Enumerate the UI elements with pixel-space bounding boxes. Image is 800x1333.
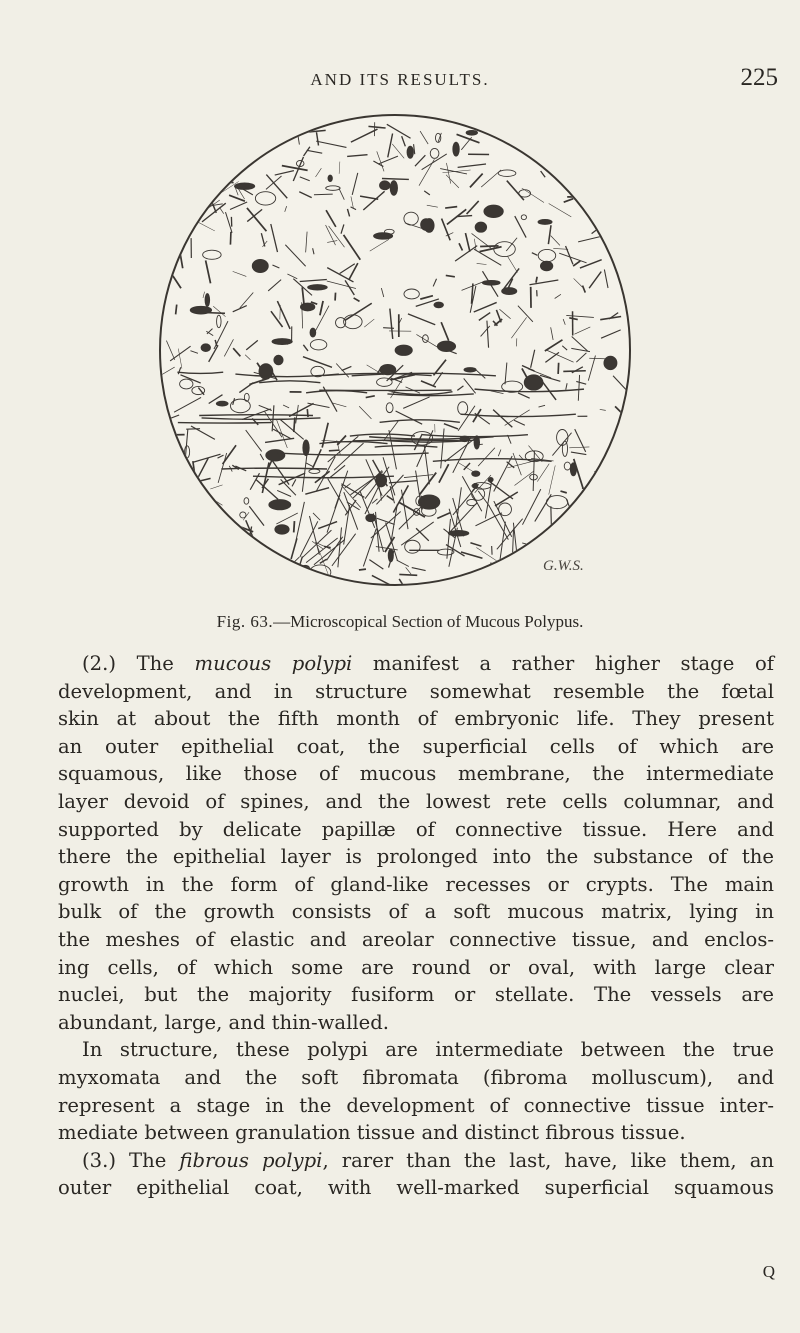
cell-body <box>390 181 397 196</box>
cell-body <box>272 339 292 345</box>
caption-text: —Microscopical Section of Mucous Polypus. <box>273 612 584 631</box>
hatch-stroke <box>566 136 593 152</box>
paragraph-number: (2.) The <box>82 652 195 675</box>
paragraph-structure <box>58 1036 774 1146</box>
text-line: In structure, these polypi are intermediate between the true <box>82 1038 774 1062</box>
paragraph-number: (3.) The <box>82 1148 180 1172</box>
figure-caption <box>0 612 800 632</box>
cell-body <box>484 205 503 217</box>
text-line: development, and in structure somewhat resemble the fœtal <box>58 679 774 703</box>
cell-body <box>310 328 316 337</box>
cell-body <box>540 261 552 271</box>
cell-body <box>205 294 210 307</box>
cell-body <box>502 288 517 295</box>
hatch-stroke <box>490 126 497 132</box>
cell-body <box>612 153 623 161</box>
hatch-stroke <box>233 539 255 549</box>
hatch-stroke <box>511 573 512 599</box>
hatch-stroke <box>203 151 215 159</box>
hatch-stroke <box>290 562 292 572</box>
hatch-stroke <box>314 194 333 195</box>
cell-body <box>388 549 393 562</box>
text-line: outer epithelial coat, with well-marked superficial squamous <box>58 1176 774 1200</box>
hatch-stroke <box>206 566 214 574</box>
hatch-stroke <box>174 197 184 225</box>
hatch-stroke <box>598 487 610 490</box>
text-line: layer devoid of spines, and the lowest rete cells columnar, and <box>58 789 774 813</box>
hatch-stroke <box>527 576 544 582</box>
paragraph-fibrous-polypi <box>58 1147 774 1202</box>
hatch-stroke <box>466 124 477 125</box>
cell-body <box>517 560 531 572</box>
hatch-stroke <box>206 142 212 165</box>
body-text <box>58 650 774 1202</box>
hatch-stroke <box>172 180 182 196</box>
hatch-stroke <box>587 493 597 501</box>
text-line: the meshes of elastic and areolar connective tissue, and enclos- <box>58 927 774 951</box>
hatch-stroke <box>624 127 636 128</box>
cell-body <box>303 440 309 456</box>
hatch-stroke <box>239 533 240 551</box>
text-line: ing cells, of which some are round or oval, with large clear <box>58 955 774 979</box>
hatch-stroke <box>382 178 409 179</box>
hatch-stroke <box>329 450 340 451</box>
hatch-stroke <box>457 216 473 217</box>
hatch-stroke <box>608 168 609 197</box>
hatch-stroke <box>164 495 171 511</box>
cell-body <box>201 190 209 204</box>
text-line: bulk of the growth consists of a soft mucous matrix, lying in <box>58 900 774 924</box>
cell-body <box>482 280 500 285</box>
hatch-stroke <box>174 577 201 580</box>
cell-body <box>615 117 622 132</box>
hatch-stroke <box>608 229 609 249</box>
hatch-stroke <box>186 429 200 430</box>
cell-body <box>234 183 254 190</box>
hatch-stroke <box>163 136 182 137</box>
cell-body <box>540 141 549 146</box>
cell-body <box>380 181 391 190</box>
hatch-stroke <box>203 175 227 188</box>
cell-body <box>421 219 432 231</box>
cell-body <box>538 220 552 225</box>
cell-body <box>407 146 413 158</box>
hatch-stroke <box>624 221 629 237</box>
cell-body <box>598 517 612 531</box>
cell-body <box>183 508 205 519</box>
cell-body <box>266 450 285 461</box>
hatch-stroke <box>617 242 643 247</box>
text-line: represent a stage in the development of connective tissue inter- <box>58 1093 774 1117</box>
hatch-stroke <box>533 146 539 153</box>
cell-body <box>464 368 476 372</box>
cell-body <box>448 530 469 536</box>
cell-body <box>158 478 178 487</box>
cell-body <box>328 175 332 182</box>
hatch-stroke <box>177 209 183 213</box>
hatch-stroke <box>217 127 222 131</box>
text-line: myxomata and the soft fibromata (fibroma molluscum), and <box>58 1065 774 1089</box>
hatch-stroke <box>294 521 295 532</box>
hatch-stroke <box>558 363 559 374</box>
italic-term: mucous polypi <box>194 652 353 675</box>
hatch-stroke <box>551 506 552 535</box>
hatch-stroke <box>238 120 241 128</box>
hatch-stroke <box>616 202 619 227</box>
page-header <box>0 64 800 100</box>
hatch-stroke <box>214 177 215 199</box>
hatch-stroke <box>176 305 177 315</box>
cell-body <box>466 130 477 135</box>
text-line: skin at about the fifth month of embryonic life. They present <box>58 707 774 731</box>
cell-body <box>604 356 617 370</box>
cell-body <box>608 548 630 559</box>
hatch-stroke <box>515 561 534 569</box>
cell-body <box>374 233 393 240</box>
hatch-stroke <box>169 124 191 142</box>
hatch-stroke <box>503 567 504 575</box>
cell-body <box>166 257 173 272</box>
hatch-stroke <box>359 569 366 570</box>
fibre-strand <box>353 440 463 441</box>
cell-body <box>475 222 487 232</box>
text-line: an outer epithelial coat, the superficial cells of which are <box>58 734 774 758</box>
hatch-stroke <box>517 127 530 138</box>
figure-label: Fig. 63. <box>216 612 274 631</box>
page-number: 225 <box>740 64 778 91</box>
text-line <box>58 1147 774 1175</box>
cell-body <box>275 525 289 535</box>
text-line: nuclei, but the majority fusiform or stellate. The vessels are <box>58 983 774 1007</box>
cell-body <box>300 303 314 311</box>
hatch-stroke <box>196 176 205 184</box>
cell-body <box>453 142 459 156</box>
hatch-stroke <box>399 574 417 575</box>
hatch-stroke <box>588 197 604 208</box>
cell-body <box>170 197 184 204</box>
italic-term: fibrous polypi <box>179 1148 323 1172</box>
hatch-stroke <box>599 161 603 168</box>
microscopic-section-illustration <box>145 100 645 600</box>
running-head: AND ITS RESULTS. <box>310 70 490 89</box>
hatch-stroke <box>171 464 172 473</box>
cell-body <box>201 344 210 352</box>
artist-initials: G.W.S. <box>543 558 584 574</box>
hatch-stroke <box>587 546 610 557</box>
hatch-stroke <box>199 180 215 203</box>
text-line: mediate between granulation tissue and distinct fibrous tissue. <box>58 1121 686 1145</box>
text-line-part: manifest a rather higher stage of <box>352 652 774 675</box>
text-line: supported by delicate papillæ of connective tissue. Here and <box>58 817 774 841</box>
hatch-stroke <box>167 134 179 136</box>
cell-body <box>212 552 216 561</box>
hatch-stroke <box>266 123 271 134</box>
text-line: growth in the form of gland-like recesses or crypts. The main <box>58 872 774 896</box>
hatch-stroke <box>215 143 246 149</box>
cell-body <box>472 471 480 476</box>
cell-body <box>593 488 606 494</box>
cell-body <box>190 306 211 314</box>
hatch-stroke <box>572 174 586 193</box>
text-line: abundant, large, and thin-walled. <box>58 1010 389 1034</box>
hatch-stroke <box>232 567 259 574</box>
text-line: there the epithelial layer is prolonged into the substance of the <box>58 845 774 869</box>
microscope-figure <box>145 100 645 600</box>
cell-body <box>569 509 587 514</box>
cell-body <box>395 345 412 355</box>
cell-body <box>216 401 228 406</box>
hatch-stroke <box>621 423 642 434</box>
hatch-stroke <box>174 147 203 159</box>
hatch-stroke <box>583 183 584 197</box>
hatch-stroke <box>551 134 559 152</box>
hatch-stroke <box>615 122 637 129</box>
hatch-stroke <box>213 127 235 140</box>
cell-body <box>570 463 576 476</box>
cell-body <box>176 502 183 515</box>
hatch-stroke <box>515 565 522 582</box>
hatch-stroke <box>240 144 249 147</box>
cell-body <box>524 375 543 390</box>
cell-body <box>285 570 306 576</box>
hatch-stroke <box>317 575 329 585</box>
cell-body <box>308 285 328 290</box>
text-line <box>58 650 774 678</box>
hatch-stroke <box>174 223 180 225</box>
cell-body <box>269 500 291 510</box>
cell-body <box>540 153 560 159</box>
cell-body <box>488 477 493 481</box>
cell-body <box>507 130 528 143</box>
fibre-strand <box>199 415 313 416</box>
cell-body <box>437 341 455 351</box>
signature-mark: Q <box>762 1262 775 1281</box>
hatch-stroke <box>591 137 618 141</box>
hatch-stroke <box>383 328 394 329</box>
hatch-stroke <box>611 445 619 458</box>
hatch-stroke <box>536 277 537 283</box>
hatch-stroke <box>621 501 627 523</box>
cell-body <box>252 259 268 272</box>
cell-body <box>274 355 283 365</box>
hatch-stroke <box>290 572 317 587</box>
hatch-stroke <box>600 489 602 497</box>
text-line-part: , rarer than the last, have, like them, an <box>322 1148 774 1172</box>
paragraph-mucous-polypi <box>58 650 774 1036</box>
hatch-stroke <box>598 189 605 198</box>
cell-body <box>434 302 444 308</box>
hatch-stroke <box>152 469 168 472</box>
hatch-stroke <box>171 177 184 197</box>
text-line: squamous, like those of mucous membrane, the intermediate <box>58 762 774 786</box>
hatch-stroke <box>186 470 190 475</box>
hatch-stroke <box>208 556 216 564</box>
hatch-stroke <box>609 124 614 143</box>
